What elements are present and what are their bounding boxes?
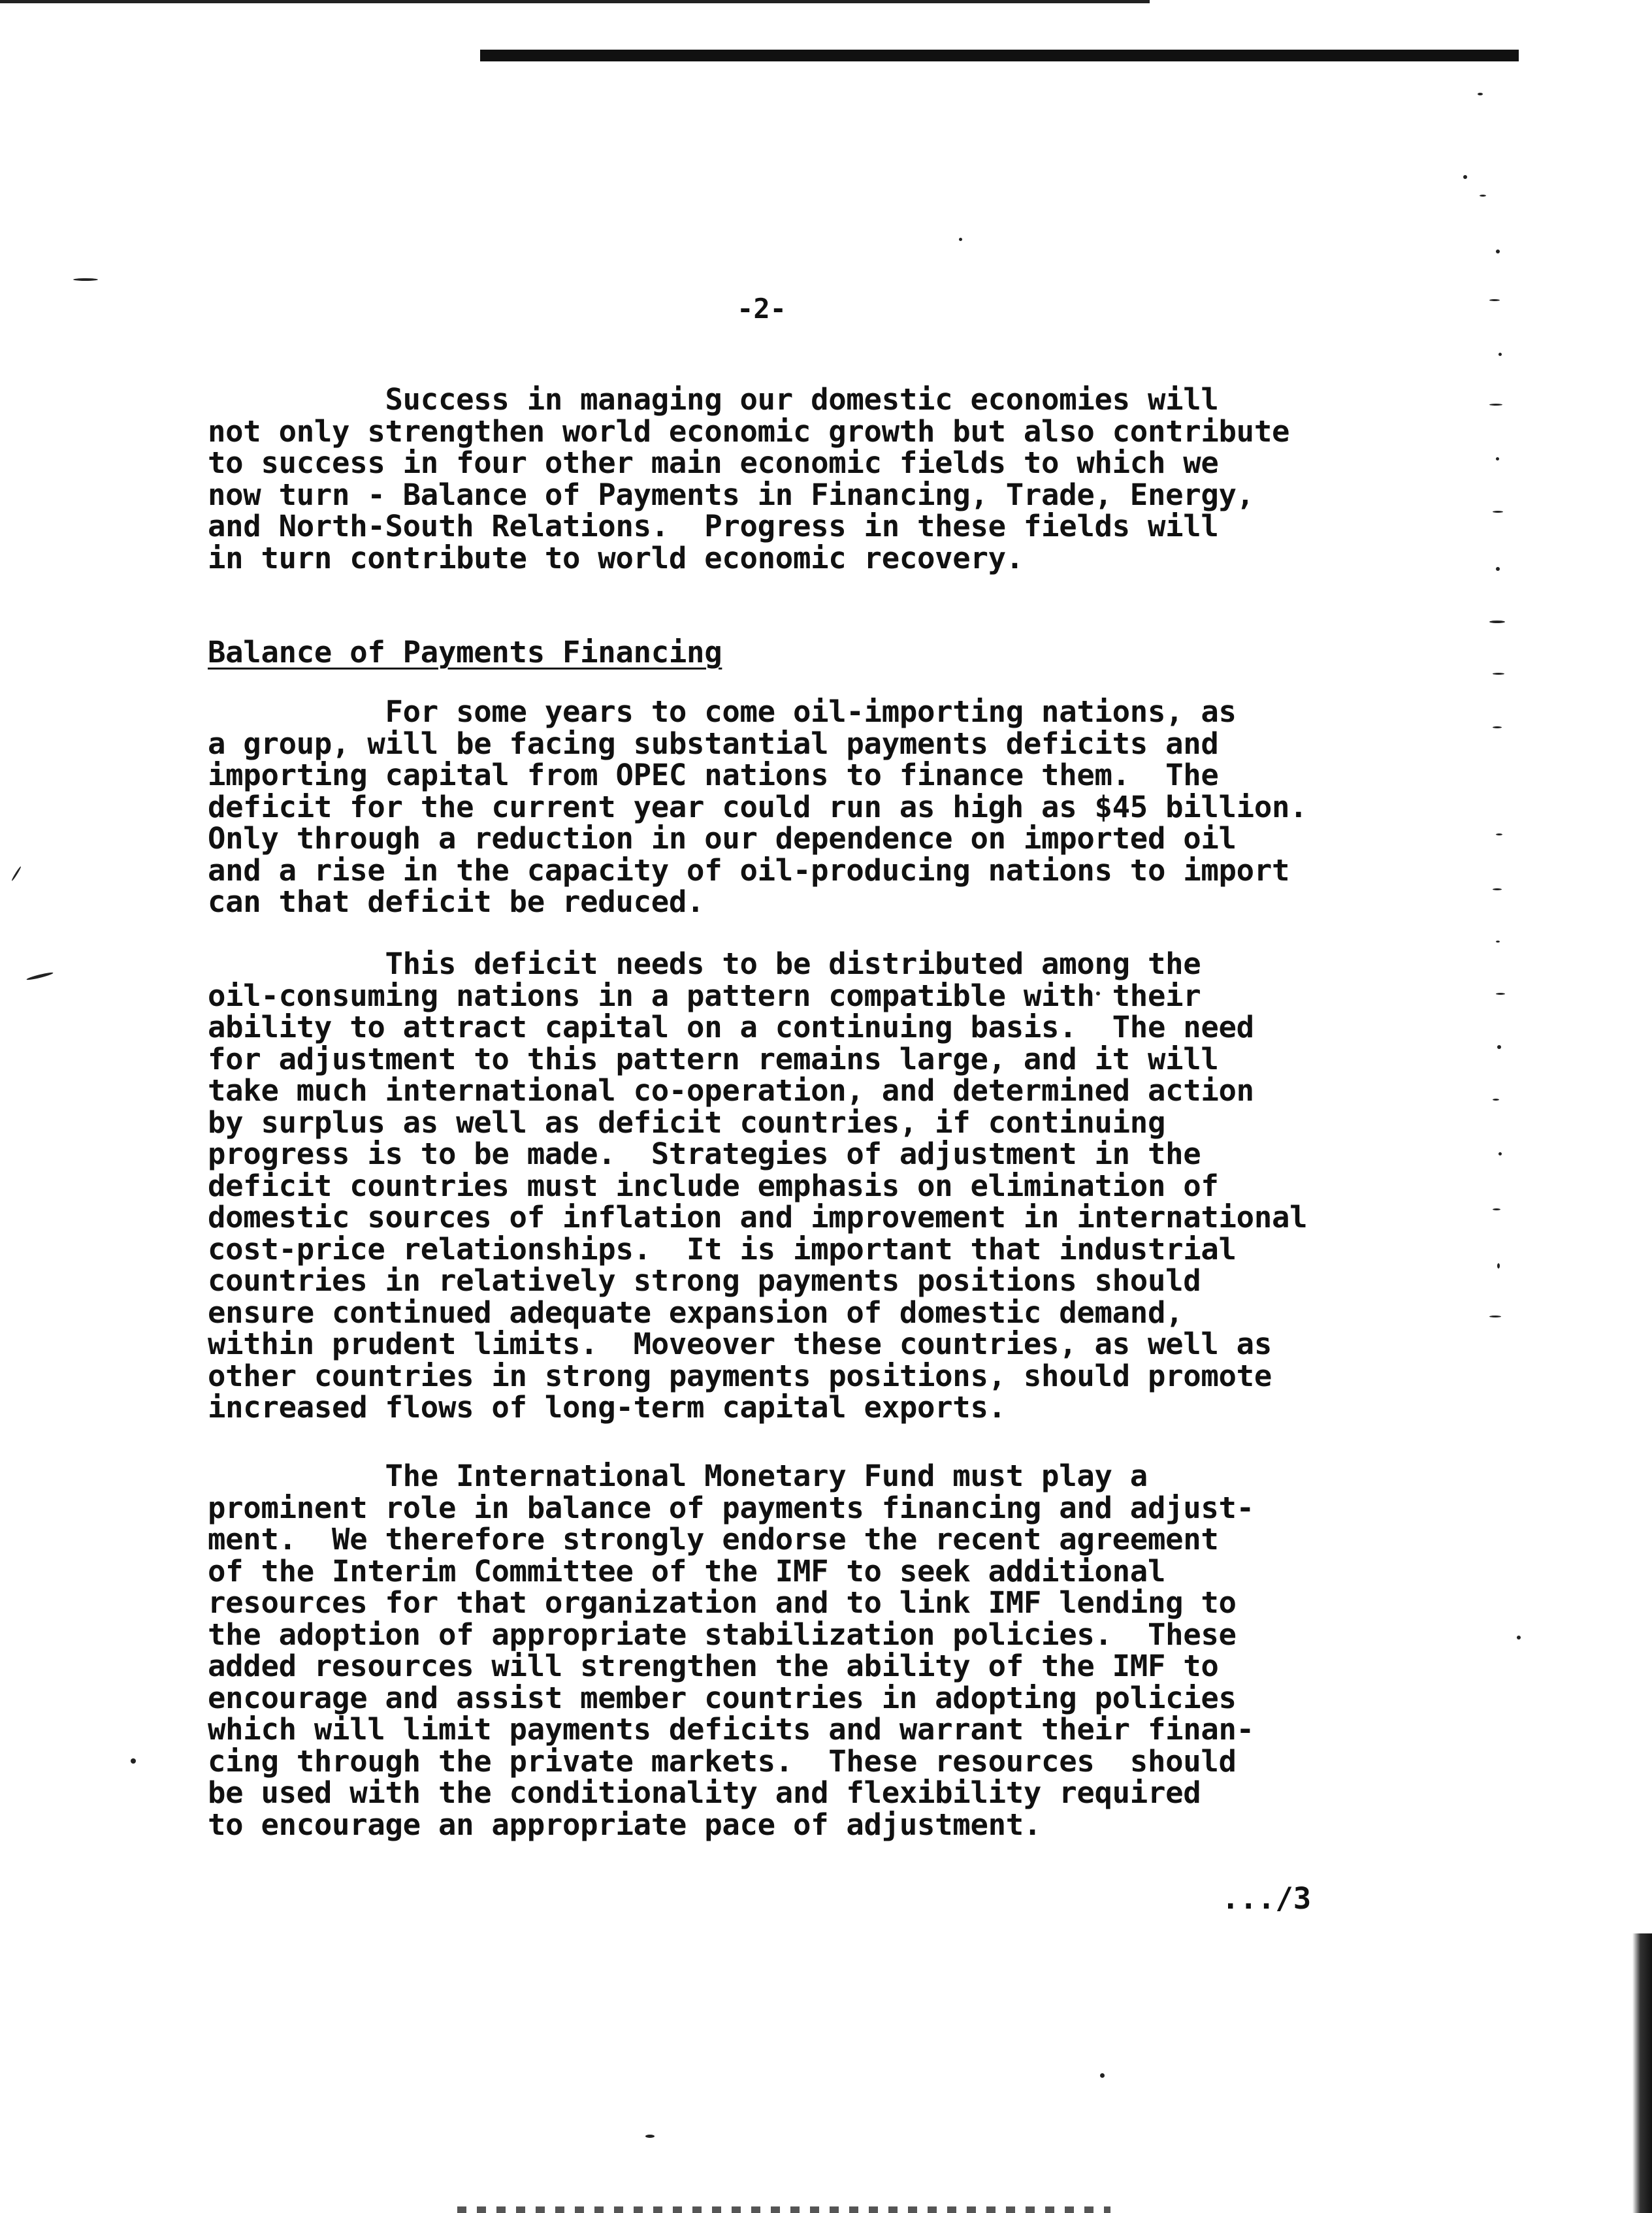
text-line: and North-South Relations. Progress in these fields will [208,509,1219,543]
text-line: importing capital from OPEC nations to finance them. The [208,758,1219,792]
scan-speck [1493,888,1502,890]
scan-speck [1496,250,1500,253]
text-line: oil-consuming nations in a pattern compatible with their [208,978,1201,1013]
body-paragraph [208,696,1449,918]
scan-speck [73,278,98,281]
text-line: deficit countries must include emphasis on elimination of [208,1168,1219,1203]
text-line: increased flows of long-term capital exports. [208,1390,1006,1425]
scan-speck [1496,567,1500,571]
text-line: which will limit payments deficits and warrant their finan- [208,1712,1254,1747]
intro-paragraph [208,384,1449,574]
text-line: can that deficit be reduced. [208,884,705,919]
scan-speck [1489,621,1505,623]
scan-speck [1493,726,1502,728]
text-line: of the Interim Committee of the IMF to seek additional [208,1553,1166,1589]
text-line: within prudent limits. Moveover these countries, as well as [208,1327,1272,1361]
header-rule [480,50,1519,61]
scan-speck [26,971,54,981]
scan-speck [1478,93,1483,95]
scan-speck [1463,175,1467,179]
scan-speck [1497,1263,1500,1268]
text-line: Only through a reduction in our dependence on imported oil [208,821,1237,856]
text-line: resources for that organization and to link IMF lending to [208,1585,1237,1620]
section-heading: Balance of Payments Financing [208,635,722,670]
scan-top-edge-line [0,0,1150,3]
text-line: ability to attract capital on a continuing basis. The need [208,1010,1254,1044]
body-paragraph [208,1461,1449,1841]
text-line: The International Monetary Fund must play a [208,1459,1148,1493]
text-line: the adoption of appropriate stabilization policies. These [208,1617,1237,1652]
scan-speck [1496,833,1502,835]
text-line: a group, will be facing substantial payments deficits and [208,726,1219,761]
scan-speck [1489,404,1502,406]
text-line: added resources will strengthen the ability of the IMF to [208,1649,1219,1683]
scan-speck [1496,993,1505,995]
text-line: for adjustment to this pattern remains large, and it will [208,1041,1219,1076]
text-line: For some years to come oil-importing nations, as [208,694,1237,729]
text-line: take much international co-operation, and determined action [208,1073,1254,1108]
scan-speck [1489,299,1500,301]
text-line: be used with the conditionality and flexibility required [208,1775,1201,1810]
text-line: ensure continued adequate expansion of domestic demand, [208,1295,1184,1330]
scan-bottom-smudge [457,2206,1110,2213]
scan-speck [1493,1099,1499,1101]
scan-speck [1480,195,1486,197]
scan-right-edge-shadow [1632,1933,1652,2213]
text-line: ment. We therefore strongly endorse the recent agreement [208,1522,1219,1557]
scan-speck [959,238,962,241]
text-line: Success in managing our domestic economies will [208,382,1219,417]
scan-speck [11,866,22,882]
text-line: in turn contribute to world economic recovery. [208,540,1024,575]
scan-speck [1493,1208,1500,1210]
text-line: countries in relatively strong payments positions should [208,1263,1201,1298]
scan-speck [1496,941,1500,943]
text-line: not only strengthen world economic growth but also contribute [208,413,1290,449]
scan-speck [1497,1045,1501,1049]
scan-speck [1493,673,1504,675]
text-line: This deficit needs to be distributed among the [208,946,1201,981]
scan-speck [1100,2073,1105,2078]
body-paragraph [208,948,1449,1424]
text-line: domestic sources of inflation and improvement in international [208,1200,1308,1235]
text-line: by surplus as well as deficit countries, if continuing [208,1105,1166,1140]
scan-speck [1498,1152,1502,1155]
text-line: cing through the private markets. These resources should [208,1743,1237,1779]
text-line: now turn - Balance of Payments in Financing, Trade, Energy, [208,477,1254,512]
scan-speck [1498,353,1502,356]
scan-speck [1517,1636,1521,1640]
text-line: progress is to be made. Strategies of adjustment in the [208,1137,1201,1171]
scan-speck [645,2135,655,2138]
scan-speck [131,1758,136,1764]
text-line: to success in four other main economic fields to which we [208,445,1219,480]
text-line: cost-price relationships. It is important that industrial [208,1231,1237,1267]
text-line: encourage and assist member countries in adopting policies [208,1680,1237,1715]
text-line: prominent role in balance of payments financing and adjust- [208,1490,1254,1525]
scan-speck [1496,457,1499,460]
scan-speck [1493,511,1503,513]
text-line: to encourage an appropriate pace of adjustment. [208,1807,1042,1842]
continuation-marker: .../3 [1222,1881,1312,1916]
text-line: deficit for the current year could run as high as $45 billion. [208,789,1308,824]
text-line: and a rise in the capacity of oil-producing nations to import [208,852,1290,888]
text-line: other countries in strong payments positions, should promote [208,1358,1272,1393]
scan-speck [1489,1316,1501,1317]
page-number: -2- [737,293,786,325]
